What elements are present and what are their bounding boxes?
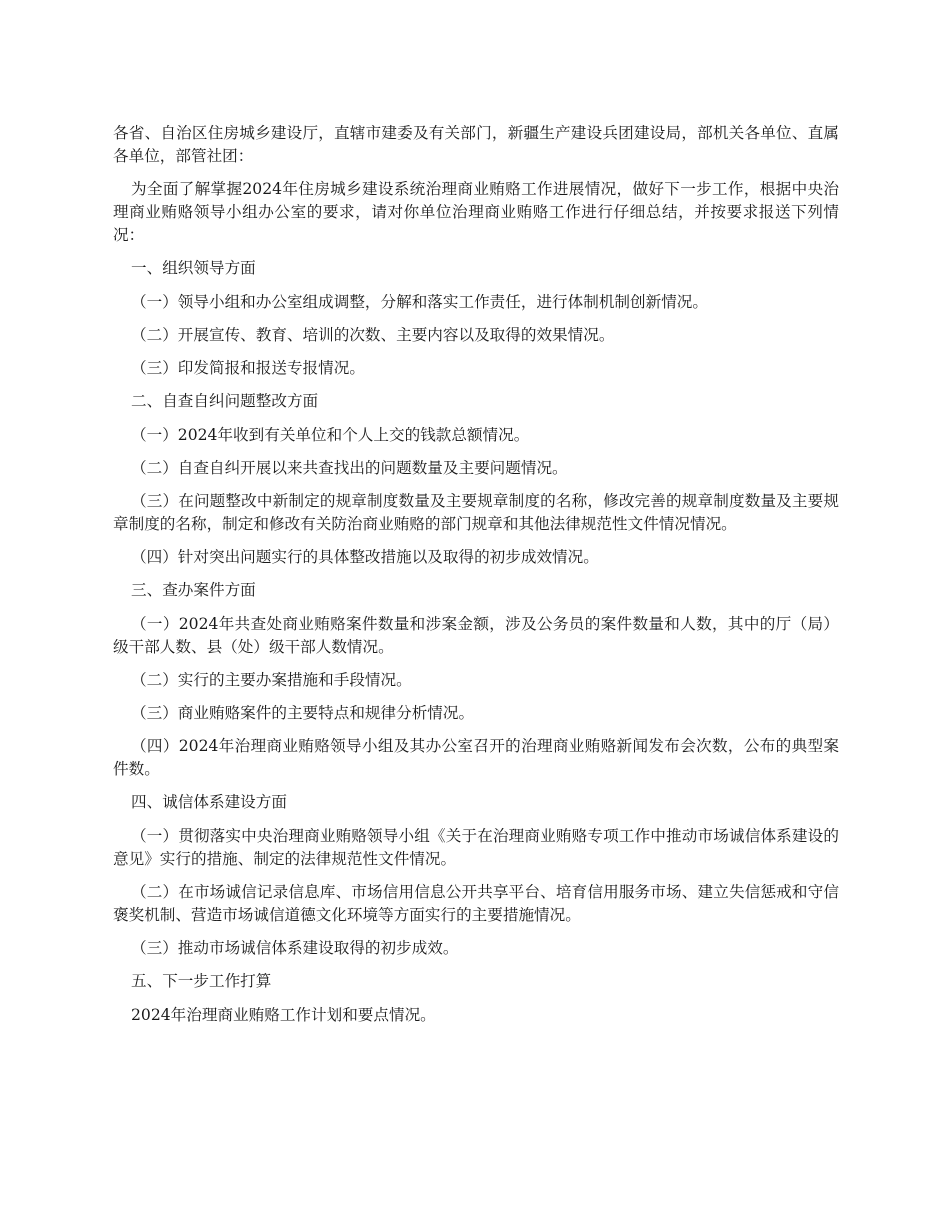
section-heading-cases: 三、查办案件方面: [131, 581, 256, 599]
section-heading-next-steps: 五、下一步工作打算: [131, 972, 272, 990]
document-body: [113, 122, 839, 1037]
section-heading-credit-system: 四、诚信体系建设方面: [131, 793, 287, 811]
list-item: （四）2024年治理商业贿赂领导小组及其办公室召开的治理商业贿赂新闻发布会次数，公布的典型案件数。: [113, 737, 839, 778]
intro-paragraph: 为全面了解掌握2024年住房城乡建设系统治理商业贿赂工作进展情况，做好下一步工作，根据中央治理商业贿赂领导小组办公室的要求，请对你单位治理商业贿赂工作进行仔细总结，并按要求报送下列情况：: [113, 180, 839, 244]
list-item: （一）领导小组和办公室组成调整，分解和落实工作责任，进行体制机制创新情况。: [131, 293, 708, 311]
section-heading-self-inspection: 二、自查自纠问题整改方面: [131, 392, 319, 410]
list-item: （三）推动市场诚信体系建设取得的初步成效。: [131, 939, 459, 957]
list-item: （二）自查自纠开展以来共查找出的问题数量及主要问题情况。: [131, 459, 568, 477]
salutation-paragraph: 各省、自治区住房城乡建设厅，直辖市建委及有关部门，新疆生产建设兵团建设局，部机关各单位、直属各单位，部管社团：: [113, 124, 839, 165]
list-item: （二）开展宣传、教育、培训的次数、主要内容以及取得的效果情况。: [131, 326, 615, 344]
list-item: （三）在问题整改中新制定的规章制度数量及主要规章制度的名称，修改完善的规章制度数量及主要规章制度的名称，制定和修改有关防治商业贿赂的部门规章和其他法律规范性文件情况情况。: [113, 492, 839, 533]
list-item: （四）针对突出问题实行的具体整改措施以及取得的初步成效情况。: [131, 548, 599, 566]
list-item: （一）2024年收到有关单位和个人上交的钱款总额情况。: [131, 426, 530, 444]
list-item: （二）在市场诚信记录信息库、市场信用信息公开共享平台、培育信用服务市场、建立失信惩戒和守信褒奖机制、营造市场诚信道德文化环境等方面实行的主要措施情况。: [113, 883, 839, 924]
closing-paragraph: 2024年治理商业贿赂工作计划和要点情况。: [131, 1006, 436, 1024]
list-item: （一）2024年共查处商业贿赂案件数量和涉案金额，涉及公务员的案件数量和人数，其中的厅（局）级干部人数、县（处）级干部人数情况。: [113, 615, 839, 656]
list-item: （三）商业贿赂案件的主要特点和规律分析情况。: [131, 704, 475, 722]
list-item: （一）贯彻落实中央治理商业贿赂领导小组《关于在治理商业贿赂专项工作中推动市场诚信体系建设的意见》实行的措施、制定的法律规范性文件情况。: [113, 827, 839, 868]
list-item: （三）印发简报和报送专报情况。: [131, 359, 365, 377]
section-heading-organization: 一、组织领导方面: [131, 259, 256, 277]
list-item: （二）实行的主要办案措施和手段情况。: [131, 671, 412, 689]
